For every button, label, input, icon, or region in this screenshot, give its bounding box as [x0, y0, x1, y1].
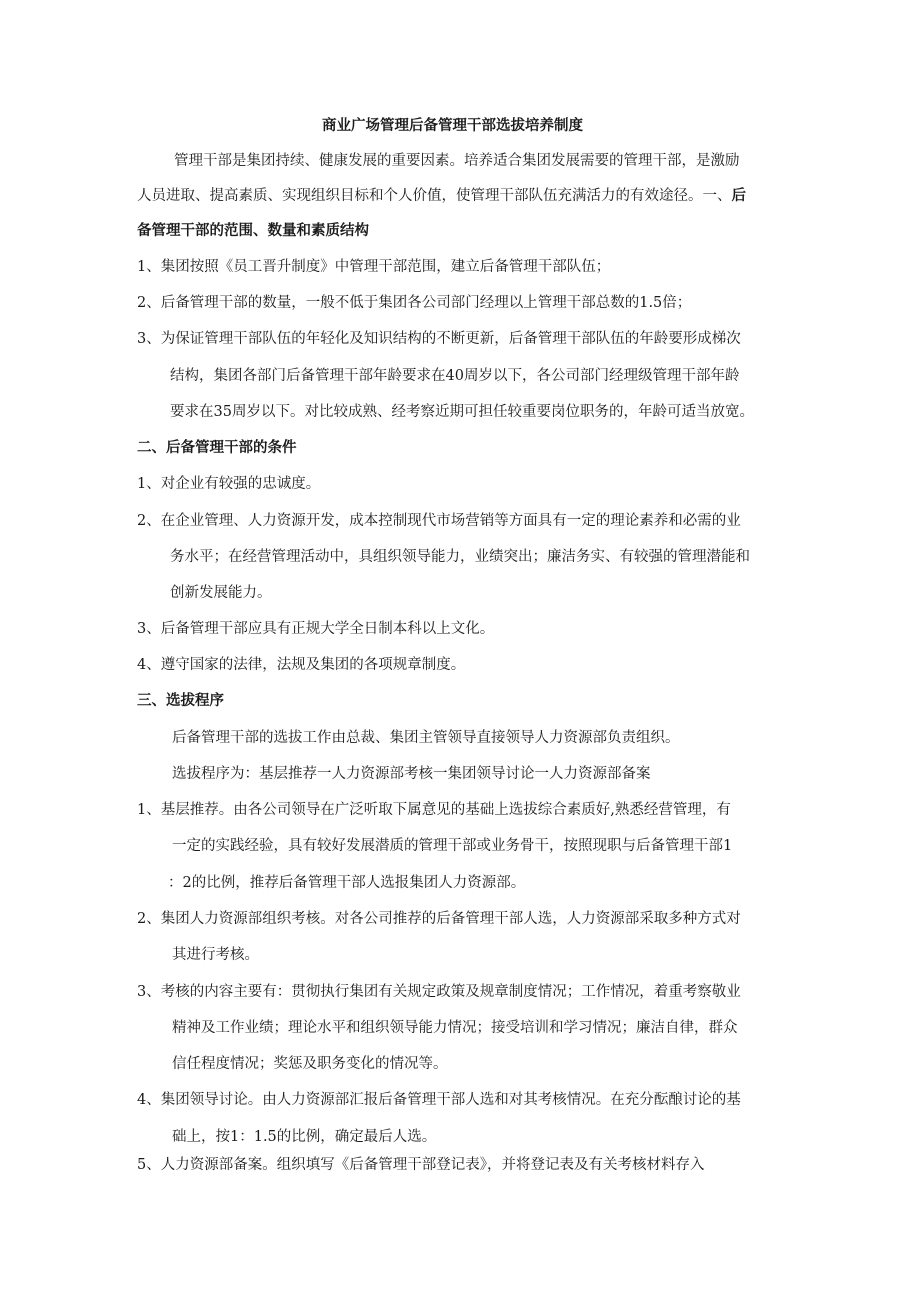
section2-heading: 二、后备管理干部的条件	[137, 439, 297, 456]
s3-item5-line1: 5、人力资源部备案。组织填写《后备管理干部登记表》，并将登记表及有关考核材料存入	[137, 1157, 705, 1173]
section1-heading: 备管理干部的范围、数量和素质结构	[137, 222, 369, 239]
s3-item4-line2: 础上，按1：1.5的比例，确定最后人选。	[172, 1129, 437, 1145]
document-title: 商业广场管理后备管理干部选拔培养制度	[322, 117, 583, 134]
s2-item3: 3、后备管理干部应具有正规大学全日制本科以上文化。	[137, 621, 495, 637]
intro-line-1: 管理干部是集团持续、健康发展的重要因素。培养适合集团发展需要的管理干部，是激励	[174, 153, 740, 169]
s3-item1-line1: 1、基层推荐。由各公司领导在广泛听取下属意见的基础上选拔综合素质好,熟悉经营管理，有	[137, 802, 731, 818]
s3-item1-line3: ：2的比例，推荐后备管理干部人选报集团人力资源部。	[168, 875, 526, 891]
s3-item2-line1: 2、集团人力资源部组织考核。对各公司推荐的后备管理干部人选，人力资源部采取多种方式对	[137, 911, 741, 927]
intro-line-2	[137, 186, 746, 206]
s1-item3-line1: 3、为保证管理干部队伍的年轻化及知识结构的不断更新，后备管理干部队伍的年龄要形成梯次	[137, 331, 741, 347]
s3-item3-line1: 3、考核的内容主要有：贯彻执行集团有关规定政策及规章制度情况；工作情况，着重考察敬业	[137, 984, 741, 1000]
intro-line-2-text: 人员进取、提高素质、实现组织目标和个人价值，使管理干部队伍充满活力的有效途径。一、	[137, 188, 732, 204]
s2-item2-line1: 2、在企业管理、人力资源开发，成本控制现代市场营销等方面具有一定的理论素养和必需的业	[137, 513, 741, 529]
s3-item4-line1: 4、集团领导讨论。由人力资源部汇报后备管理干部人选和对其考核情况。在充分酝酿讨论的基	[137, 1092, 741, 1108]
s2-item2-line3: 创新发展能力。	[170, 585, 272, 601]
s3-para1: 后备管理干部的选拔工作由总裁、集团主管领导直接领导人力资源部负责组织。	[172, 730, 680, 746]
s2-item4: 4、遵守国家的法律，法规及集团的各项规章制度。	[137, 657, 466, 673]
s3-item1-line2: 一定的实践经验，具有较好发展潜质的管理干部或业务骨干，按照现职与后备管理干部1	[172, 838, 733, 854]
s1-item2: 2、后备管理干部的数量，一般不低于集团各公司部门经理以上管理干部总数的1.5倍；	[137, 295, 692, 311]
s3-para2: 选拔程序为：基层推荐一人力资源部考核一集团领导讨论一人力资源部备案	[172, 766, 651, 782]
s2-item2-line2: 务水平；在经营管理活动中，具组织领导能力，业绩突出；廉洁务实、有较强的管理潜能和	[170, 549, 750, 565]
section3-heading: 三、选拔程序	[137, 692, 224, 709]
s2-item1: 1、对企业有较强的忠诚度。	[137, 476, 321, 492]
s3-item3-line2: 精神及工作业绩；理论水平和组织领导能力情况；接受培训和学习情况；廉洁自律，群众	[172, 1020, 738, 1036]
intro-line-2-bold: 后	[731, 187, 746, 204]
s1-item3-line2: 结构，集团各部门后备管理干部年龄要求在40周岁以下，各公司部门经理级管理干部年龄	[170, 368, 740, 384]
s1-item1: 1、集团按照《员工晋升制度》中管理干部范围，建立后备管理干部队伍；	[137, 259, 611, 275]
s1-item3-line3: 要求在35周岁以下。对比较成熟、经考察近期可担任较重要岗位职务的，年龄可适当放宽。	[170, 404, 754, 420]
s3-item2-line2: 其进行考核。	[172, 947, 259, 963]
s3-item3-line3: 信任程度情况；奖惩及职务变化的情况等。	[172, 1056, 448, 1072]
